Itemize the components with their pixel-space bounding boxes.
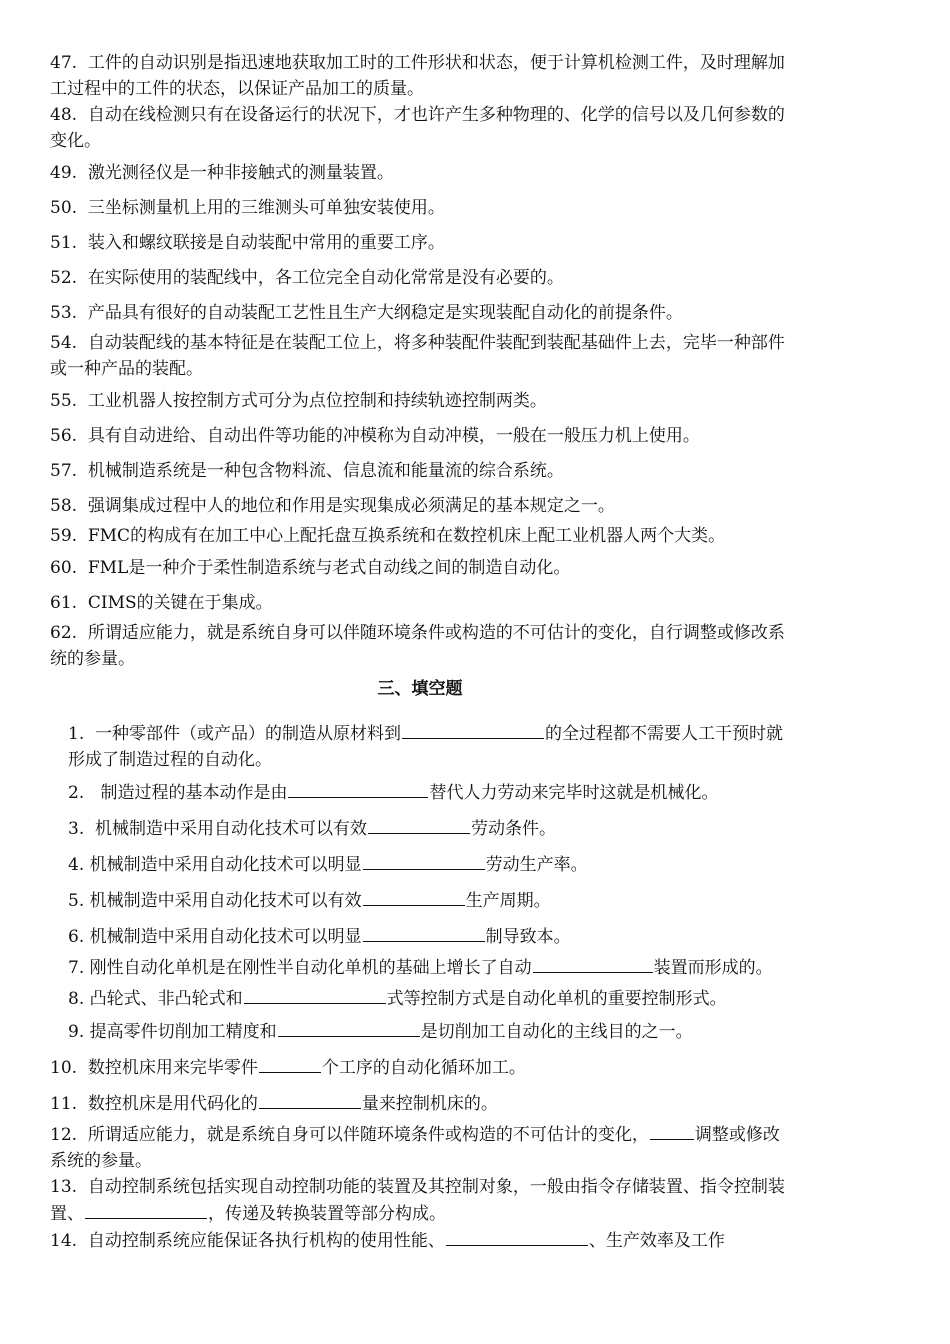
answer-blank[interactable] [363, 887, 465, 906]
item-text: 激光测径仪是一种非接触式的测量装置。 [87, 163, 394, 183]
item-text-after: 个工序的自动化循环加工。 [321, 1058, 526, 1078]
item-text: 工业机器人按控制方式可分为点位控制和持续轨迹控制两类。 [87, 391, 547, 411]
item-text-after: 装置而形成的。 [653, 958, 773, 978]
item-number: 3. [68, 819, 85, 839]
item-text-before: 刚性自动化单机是在刚性半自动化单机的基础上增长了自动 [89, 958, 532, 978]
item-number: 5. [68, 891, 85, 911]
item-number: 1. [68, 724, 85, 744]
judgment-item-55 [50, 388, 790, 414]
item-text: 自动在线检测只有在设备运行的状况下，才也许产生多种物理的、化学的信号以及几何参数的变化。 [50, 105, 785, 151]
fill-item-3 [50, 815, 790, 842]
judgment-item-57 [50, 458, 790, 484]
item-number: 56. [50, 426, 78, 446]
fill-item-6 [50, 923, 790, 950]
item-text-before: 机械制造中采用自动化技术可以有效 [95, 819, 368, 839]
fill-item-11 [50, 1090, 790, 1117]
fill-item-1 [50, 720, 790, 773]
item-number: 11. [50, 1094, 78, 1114]
item-number: 55. [50, 391, 78, 411]
judgment-item-48 [50, 102, 790, 154]
judgment-item-56 [50, 423, 790, 449]
judgment-item-51 [50, 230, 790, 256]
item-text-before: 机械制造中采用自动化技术可以明显 [89, 855, 362, 875]
item-number: 13. [50, 1177, 78, 1197]
item-text: FMC的构成有在加工中心上配托盘互换系统和在数控机床上配工业机器人两个大类。 [87, 526, 726, 546]
answer-blank[interactable] [288, 779, 428, 798]
fill-blank-section [50, 720, 790, 1254]
item-text-before: 凸轮式、非凸轮式和 [89, 989, 243, 1009]
answer-blank[interactable] [533, 954, 653, 973]
item-number: 62. [50, 623, 78, 643]
item-text: 在实际使用的装配线中，各工位完全自动化常常是没有必要的。 [87, 268, 564, 288]
item-text: 所谓适应能力，就是系统自身可以伴随环境条件或构造的不可估计的变化，自行调整或修改系统的参量。 [50, 623, 785, 669]
fill-item-13 [50, 1174, 790, 1227]
item-number: 57. [50, 461, 78, 481]
item-number: 59. [50, 526, 78, 546]
answer-blank[interactable] [402, 720, 544, 739]
judgment-item-62 [50, 620, 790, 672]
fill-item-4 [50, 851, 790, 878]
item-text: 装入和螺纹联接是自动装配中常用的重要工序。 [87, 233, 445, 253]
item-text: 具有自动进给、自动出件等功能的冲模称为自动冲模，一般在一般压力机上使用。 [87, 426, 700, 446]
item-text: 三坐标测量机上用的三维测头可单独安装使用。 [87, 198, 445, 218]
judgment-item-53 [50, 300, 790, 326]
item-text-after: 是切削加工自动化的主线目的之一。 [420, 1022, 693, 1042]
fill-item-14 [50, 1227, 790, 1254]
fill-item-2 [50, 779, 790, 806]
answer-blank[interactable] [244, 985, 386, 1004]
judgment-item-50 [50, 195, 790, 221]
judgment-item-61 [50, 590, 790, 616]
answer-blank[interactable] [363, 851, 485, 870]
answer-blank[interactable] [278, 1018, 420, 1037]
item-text-after: 生产周期。 [465, 891, 551, 911]
answer-blank[interactable] [363, 923, 485, 942]
item-text-after: 、生产效率及工作 [588, 1231, 725, 1251]
judgment-item-52 [50, 265, 790, 291]
item-number: 53. [50, 303, 78, 323]
item-text-after: 式等控制方式是自动化单机的重要控制形式。 [386, 989, 727, 1009]
answer-blank[interactable] [259, 1054, 321, 1073]
item-text: 机械制造系统是一种包含物料流、信息流和能量流的综合系统。 [87, 461, 564, 481]
item-text-before: 自动控制系统应能保证各执行机构的使用性能、 [87, 1231, 445, 1251]
item-text: 工件的自动识别是指迅速地获取加工时的工件形状和状态，便于计算机检测工件，及时理解加工过程中的工件的状态，以保证产品加工的质量。 [50, 53, 785, 99]
item-number: 8. [68, 989, 85, 1009]
judgment-item-58 [50, 493, 790, 519]
item-number: 4. [68, 855, 85, 875]
document-page [50, 50, 790, 1254]
item-text-after: 制导致本。 [485, 927, 571, 947]
item-text: 强调集成过程中人的地位和作用是实现集成必须满足的基本规定之一。 [87, 496, 615, 516]
answer-blank[interactable] [446, 1227, 588, 1246]
item-text-after: 调整或修改系统的参量。 [50, 1125, 780, 1171]
item-number: 58. [50, 496, 78, 516]
item-text: 自动装配线的基本特征是在装配工位上，将多种装配件装配到装配基础件上去，完毕一种部件或一种产品的装配。 [50, 333, 785, 379]
fill-item-7 [50, 954, 790, 981]
item-text-before: 机械制造中采用自动化技术可以明显 [89, 927, 362, 947]
item-text-after: 劳动生产率。 [485, 855, 588, 875]
fill-item-5 [50, 887, 790, 914]
item-text-after: ，传递及转换装置等部分构成。 [208, 1204, 446, 1224]
fill-item-8 [50, 985, 790, 1012]
answer-blank[interactable] [368, 815, 470, 834]
item-text-before: 制造过程的基本动作是由 [95, 783, 288, 803]
judgment-item-59 [50, 523, 790, 549]
item-text-after: 的全过程都不需要人工干预时就形成了制造过程的自动化。 [68, 724, 784, 770]
item-number: 52. [50, 268, 78, 288]
answer-blank[interactable] [85, 1200, 207, 1219]
item-number: 61. [50, 593, 78, 613]
item-text-before: 数控机床用来完毕零件 [87, 1058, 258, 1078]
fill-item-10 [50, 1054, 790, 1081]
item-number: 2. [68, 783, 85, 803]
item-text: CIMS的关键在于集成。 [87, 593, 273, 613]
item-number: 51. [50, 233, 78, 253]
item-number: 12. [50, 1125, 78, 1145]
item-text: 产品具有很好的自动装配工艺性且生产大纲稳定是实现装配自动化的前提条件。 [87, 303, 683, 323]
section-heading: 三、填空题 [377, 679, 463, 699]
item-number: 14. [50, 1231, 78, 1251]
item-number: 60. [50, 558, 78, 578]
item-text-after: 量来控制机床的。 [361, 1094, 498, 1114]
item-number: 50. [50, 198, 78, 218]
judgment-item-60 [50, 555, 790, 581]
item-text-before: 机械制造中采用自动化技术可以有效 [89, 891, 362, 911]
item-text-after: 劳动条件。 [471, 819, 557, 839]
item-text-before: 自动控制系统包括实现自动控制功能的装置及其控制对象，一般由指令存储装置、指令控制装置、 [50, 1177, 785, 1224]
fill-item-9 [50, 1018, 790, 1045]
item-number: 10. [50, 1058, 78, 1078]
item-text-before: 数控机床是用代码化的 [87, 1094, 258, 1114]
answer-blank[interactable] [650, 1121, 694, 1140]
answer-blank[interactable] [259, 1090, 361, 1109]
item-number: 6. [68, 927, 85, 947]
item-number: 54. [50, 333, 78, 353]
item-text-before: 提高零件切削加工精度和 [89, 1022, 277, 1042]
item-number: 9. [68, 1022, 85, 1042]
item-number: 49. [50, 163, 78, 183]
judgment-item-54 [50, 330, 790, 382]
item-text-before: 所谓适应能力，就是系统自身可以伴随环境条件或构造的不可估计的变化， [87, 1125, 649, 1145]
item-number: 48. [50, 105, 78, 125]
judgment-section [50, 50, 790, 672]
item-number: 47. [50, 53, 78, 73]
judgment-item-47 [50, 50, 790, 102]
item-number: 7. [68, 958, 85, 978]
item-text-before: 一种零部件（或产品）的制造从原材料到 [95, 724, 402, 744]
fill-item-12 [50, 1121, 790, 1174]
item-text: FML是一种介于柔性制造系统与老式自动线之间的制造自动化。 [87, 558, 571, 578]
item-text-after: 替代人力劳动来完毕时这就是机械化。 [429, 783, 719, 803]
judgment-item-49 [50, 160, 790, 186]
